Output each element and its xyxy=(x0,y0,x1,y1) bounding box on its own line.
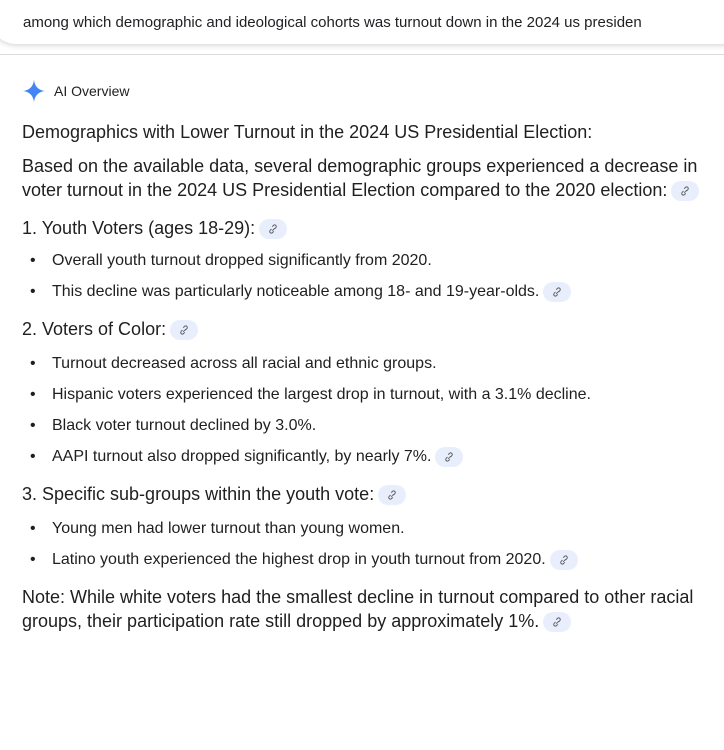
note-text: Note: While white voters had the smallest decline in turnout compared to other racial groups, their participation rate still dropped by approximately 1%. xyxy=(22,587,694,631)
link-icon xyxy=(559,555,569,565)
citation-button[interactable] xyxy=(435,447,463,467)
section-heading xyxy=(22,482,712,506)
list-item xyxy=(52,384,712,406)
section-heading xyxy=(22,216,712,240)
citation-button[interactable] xyxy=(170,320,198,340)
link-icon xyxy=(179,325,189,335)
link-icon xyxy=(268,224,278,234)
overview-intro xyxy=(22,154,712,202)
bullet-text: Latino youth experienced the highest drop in youth turnout from 2020. xyxy=(52,551,546,568)
overview-title: Demographics with Lower Turnout in the 2024 US Presidential Election: xyxy=(22,122,593,142)
list-item xyxy=(52,281,712,303)
citation-button[interactable] xyxy=(259,219,287,239)
citation-button[interactable] xyxy=(543,612,571,632)
bullet-text: This decline was particularly noticeable among 18- and 19-year-olds. xyxy=(52,283,540,300)
citation-button[interactable] xyxy=(550,550,578,570)
list-item xyxy=(52,250,712,272)
intro-text: Based on the available data, several demographic groups experienced a decrease in voter turnout in the 2024 US Presidential Election compared to the 2020 election: xyxy=(22,156,698,200)
bullet-text: AAPI turnout also dropped significantly, by nearly 7%. xyxy=(52,448,432,465)
heading-text: 1. Youth Voters (ages 18-29): xyxy=(22,218,256,238)
bullet-list xyxy=(22,518,712,571)
citation-button[interactable] xyxy=(378,485,406,505)
list-item xyxy=(52,549,712,571)
bullet-list xyxy=(22,353,712,468)
section-heading xyxy=(22,317,712,341)
heading-text: 3. Specific sub-groups within the youth vote: xyxy=(22,484,375,504)
ai-overview-content xyxy=(22,120,712,633)
heading-text: 2. Voters of Color: xyxy=(22,319,167,339)
list-item xyxy=(52,518,712,540)
list-item xyxy=(52,353,712,375)
bullet-list xyxy=(22,250,712,303)
list-item xyxy=(52,415,712,437)
overview-note xyxy=(22,585,712,633)
bullet-text: Hispanic voters experienced the largest drop in turnout, with a 3.1% decline. xyxy=(52,386,591,403)
citation-button[interactable] xyxy=(671,181,699,201)
bullet-text: Young men had lower turnout than young women. xyxy=(52,520,405,537)
link-icon xyxy=(552,287,562,297)
sparkle-icon xyxy=(22,79,46,103)
list-item xyxy=(52,446,712,468)
search-query[interactable]: among which demographic and ideological cohorts was turnout down in the 2024 us presiden xyxy=(23,13,642,31)
link-icon xyxy=(680,186,690,196)
link-icon xyxy=(444,452,454,462)
link-icon xyxy=(552,617,562,627)
divider xyxy=(0,54,724,55)
ai-overview-label: AI Overview xyxy=(54,83,130,99)
link-icon xyxy=(387,490,397,500)
bullet-text: Turnout decreased across all racial and ethnic groups. xyxy=(52,355,437,372)
bullet-text: Black voter turnout declined by 3.0%. xyxy=(52,417,317,434)
ai-overview-header xyxy=(22,79,129,103)
bullet-text: Overall youth turnout dropped significantly from 2020. xyxy=(52,252,432,269)
citation-button[interactable] xyxy=(543,282,571,302)
search-box[interactable] xyxy=(0,0,724,44)
